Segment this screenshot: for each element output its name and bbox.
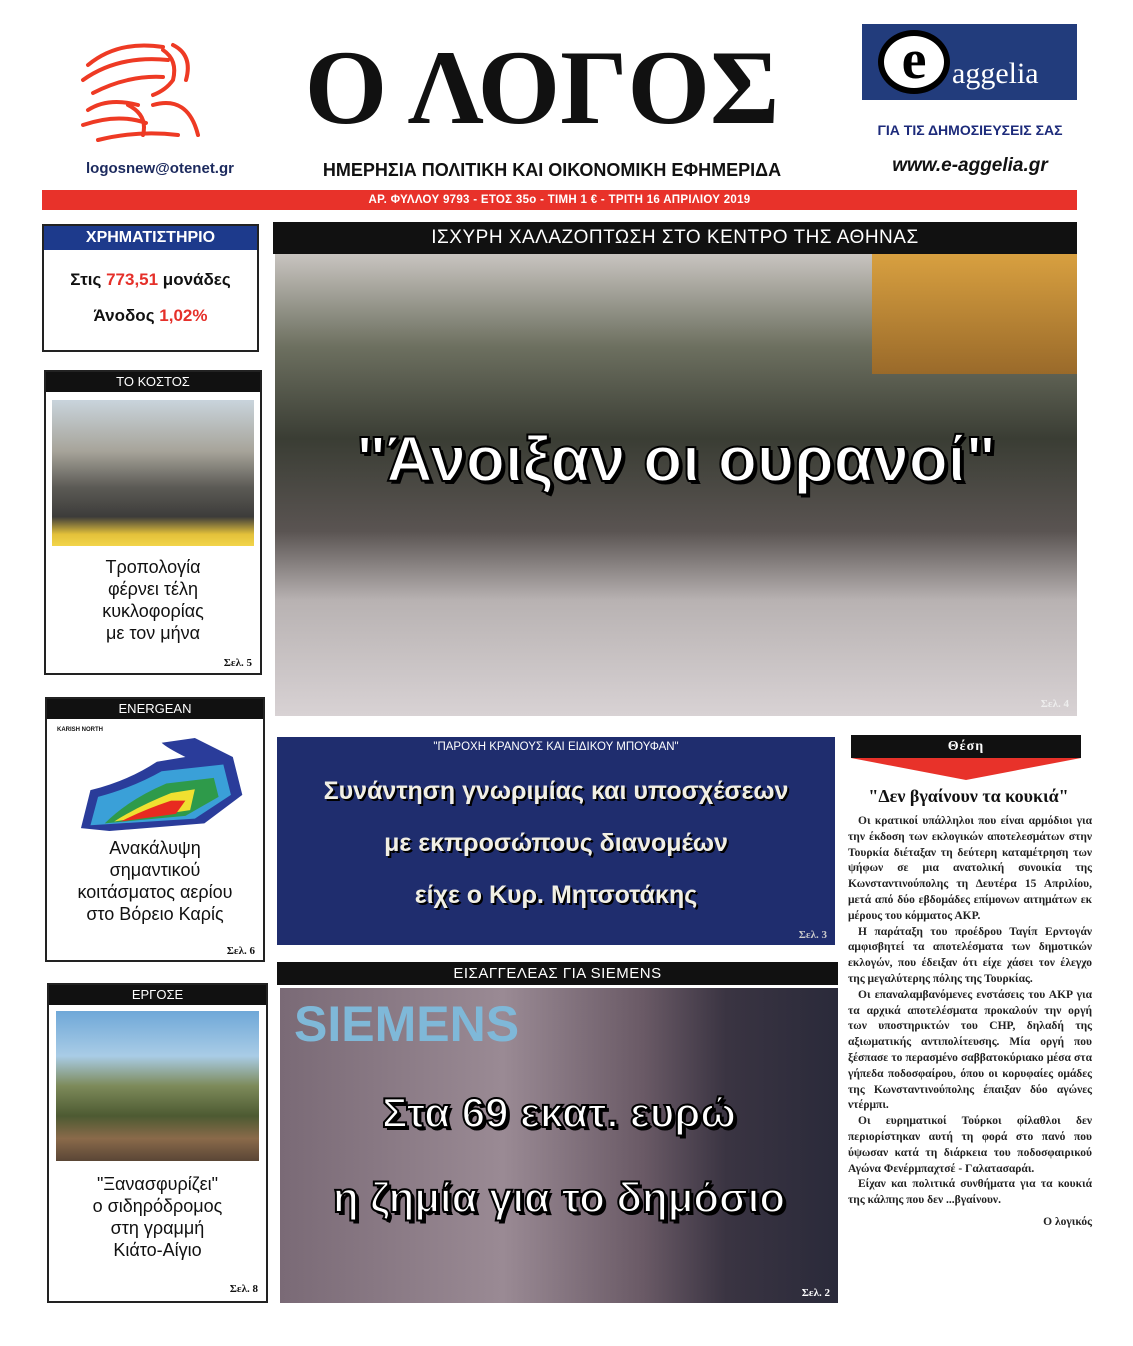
hailstorm-cafe-photo — [275, 254, 1077, 716]
ad-url[interactable]: www.e-aggelia.gr — [892, 155, 1048, 176]
red-arrow-decoration — [851, 758, 1081, 780]
contour-map — [47, 719, 263, 831]
label: Στις — [70, 270, 107, 289]
paragraph: Οι κρατικοί υπάλληλοι που είναι αρμόδιοι για την έκδοση των εκλογικών αποτελεσμάτων στην Τουρκία διέταξαν τη δεύτερη καταμέτρηση των ψήφων σε μια ανατολική συνοικία της Κωνσταντινούπολης τη Δευτέρα 15 Απριλίου, μετά από δύο εβδομάδες επίμονων αιτημάτων εκ μέρους του κόμματος ΑΚΡ. — [848, 815, 1092, 922]
label: μονάδες — [158, 270, 231, 289]
headline-line: με εκπροσώπους διανομέων — [384, 829, 728, 857]
map-label: KARISH NORTH — [57, 727, 103, 733]
text-line: κυκλοφορίας — [102, 601, 204, 621]
paragraph: Οι επαναλαμβανόμενες ενστάσεις του ΑΚΡ για τα αρχικά αποτελέσματα προκαλούν την οργή των υποστηρικτών του CHP, δηλαδή της αξιωματικής αντιπολίτευσης. Μία οργή που ξέσπασε το περασμένο σαββατοκύριακο μέσα στα γήπεδα ποδοσφαίρου, όπου οι κορυφαίες ομάδες της Κωνσταντινούπολης έπαιξαν δύο αγώνες ντέρμπι. — [848, 988, 1092, 1112]
siemens-logo: SIEMENS — [294, 996, 520, 1052]
side-story-text — [47, 837, 263, 925]
contact-email[interactable]: logosnew@otenet.gr — [86, 160, 234, 177]
ad-tagline: ΓΙΑ ΤΙΣ ΔΗΜΟΣΙΕΥΣΕΙΣ ΣΑΣ — [877, 122, 1063, 138]
siemens-photo — [280, 988, 838, 1303]
paragraph: Είχαν και πολιτικά συνθήματα για τα κουκιά της κάλπης που δεν ...βγαίνουν. — [848, 1178, 1092, 1207]
page-ref: Σελ. 2 — [801, 1287, 830, 1299]
headline-line: είχε ο Κυρ. Μητσοτάκης — [414, 881, 698, 909]
stock-points — [44, 270, 257, 290]
opinion-body — [848, 814, 1092, 1231]
logo-illustration — [68, 35, 213, 153]
text-line: στο Βόρειο Καρίς — [86, 904, 224, 924]
e-aggelia-wordmark: aggelia — [952, 57, 1039, 90]
stock-change — [44, 306, 257, 326]
gas-field-map — [47, 719, 263, 831]
third-story-header: ΕΙΣΑΓΓΕΛΕΑΣ ΓΙΑ SIEMENS — [277, 962, 838, 985]
text-line: ο σιδηρόδρομος — [92, 1196, 223, 1216]
page-ref: Σελ. 8 — [229, 1283, 258, 1295]
lead-headline: "Άνοιξαν οι ουρανοί" — [356, 423, 996, 495]
third-story[interactable] — [277, 962, 838, 1303]
second-story[interactable] — [277, 737, 835, 945]
second-story-kicker: "ΠΑΡΟΧΗ ΚΡΑΝΟΥΣ ΚΑΙ ΕΙΔΙΚΟΥ ΜΠΟΥΦΑΝ" — [433, 741, 679, 753]
lead-story-header: ΙΣΧΥΡΗ ΧΑΛΑΖΟΠΤΩΣΗ ΣΤΟ ΚΕΝΤΡΟ ΤΗΣ ΑΘΗΝΑΣ — [273, 222, 1077, 254]
side-story-text — [49, 1173, 266, 1261]
label: Άνοδος — [93, 306, 160, 325]
e-aggelia-ad-logo[interactable] — [862, 24, 1077, 100]
issue-info-bar: ΑΡ. ΦΥΛΛΟΥ 9793 - ΕΤΟΣ 35ο - ΤΙΜΗ 1 € - ΤΡΙΤΗ 16 ΑΠΡΙΛΙΟΥ 2019 — [42, 190, 1077, 210]
page-ref: Σελ. 3 — [798, 929, 827, 941]
street-traffic-photo — [52, 400, 254, 546]
side-story-cost[interactable] — [44, 370, 262, 675]
opinion-title: "Δεν βγαίνουν τα κουκιά" — [868, 786, 1069, 806]
railway-photo — [56, 1011, 259, 1161]
text-line: σημαντικού — [109, 860, 201, 880]
stock-market-box — [42, 224, 259, 352]
opinion-signature: Ο λογικός — [1043, 1215, 1092, 1228]
side-story-header: ΤΟ ΚΟΣΤΟΣ — [46, 372, 260, 392]
text-line: στη γραμμή — [110, 1218, 205, 1238]
stock-change-value: 1,02% — [159, 306, 208, 325]
text-line: φέρνει τέλη — [107, 579, 199, 599]
page-ref: Σελ. 4 — [1040, 698, 1069, 710]
text-line: κοιτάσματος αερίου — [77, 882, 233, 902]
text-line: "Ξανασφυρίζει" — [96, 1174, 219, 1194]
side-story-text — [46, 556, 260, 644]
building-facade — [872, 254, 1077, 374]
headline-line: Στα 69 εκατ. ευρώ — [382, 1089, 736, 1136]
paragraph: Η παράταξη του προέδρου Ταγίπ Ερντογάν αμφισβητεί τα αποτελέσματα των δημοτικών εκλογών, που έδειξαν ότι είχε χάσει τον έλεγχο της μεγαλύτερης πόλης της Τουρκίας. — [848, 925, 1092, 985]
headline-line: η ζημία για το δημόσιο — [332, 1174, 786, 1221]
lead-story[interactable] — [273, 222, 1077, 718]
newspaper-subtitle: ΗΜΕΡΗΣΙΑ ΠΟΛΙΤΙΚΗ ΚΑΙ ΟΙΚΟΝΟΜΙΚΗ ΕΦΗΜΕΡΙΔΑ — [322, 160, 782, 180]
headline-line: Συνάντηση γνωριμίας και υποσχέσεων — [323, 777, 789, 805]
opinion-header: Θέση — [851, 735, 1081, 758]
side-story-header: ENERGEAN — [47, 699, 263, 719]
paragraph: Οι ευρηματικοί Τούρκοι φίλαθλοι δεν περιορίστηκαν αυτή τη φορά στο πανό που ύψωσαν κατά τη διάρκεια του ποδοσφαιρικού Αγώνα Φενέρμπαχτσέ - Γαλατασαράι. — [848, 1115, 1092, 1175]
side-story-energean[interactable] — [45, 697, 265, 962]
stock-points-value: 773,51 — [106, 270, 159, 289]
side-story-ergose[interactable] — [47, 983, 268, 1303]
text-line: Τροπολογία — [105, 557, 201, 577]
side-story-header: ΕΡΓΟΣΕ — [49, 985, 266, 1005]
newspaper-title: Ο ΛΟΓΟΣ — [304, 29, 780, 146]
stock-header: ΧΡΗΜΑΤΙΣΤΗΡΙΟ — [44, 226, 257, 250]
text-line: Κιάτο-Αίγιο — [113, 1240, 202, 1260]
e-logo-icon: e — [878, 30, 950, 94]
text-line: Ανακάλυψη — [109, 838, 201, 858]
text-line: με τον μήνα — [105, 623, 201, 643]
page-ref: Σελ. 5 — [223, 657, 252, 669]
page-ref: Σελ. 6 — [226, 945, 255, 957]
